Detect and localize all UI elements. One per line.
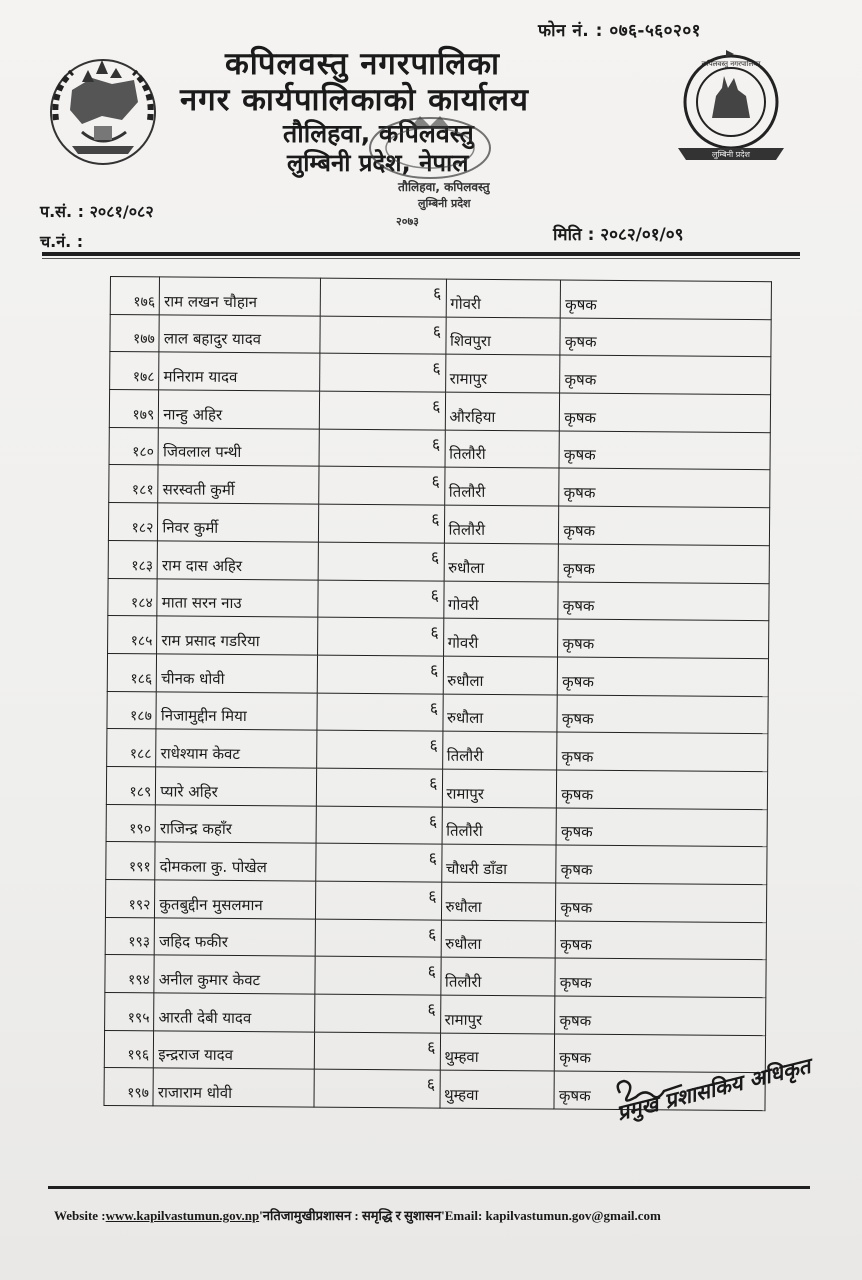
occupation-cell: कृषक bbox=[555, 996, 766, 1035]
ward-cell: ६ bbox=[316, 806, 442, 845]
dispatch-number: च.नं. : bbox=[40, 232, 84, 251]
serial-number-cell: १८५ bbox=[108, 616, 158, 654]
serial-number-cell: १७६ bbox=[110, 277, 160, 315]
stamp-text-province: लुम्बिनी प्रदेश bbox=[418, 197, 471, 210]
table-row bbox=[110, 352, 771, 395]
beneficiary-table bbox=[103, 276, 771, 1111]
occupation-cell: कृषक bbox=[555, 1034, 766, 1073]
ward-cell: ६ bbox=[316, 768, 442, 807]
serial-number-cell: १८८ bbox=[107, 729, 157, 767]
occupation-cell: कृषक bbox=[557, 732, 768, 771]
address-cell: रुधौला bbox=[444, 543, 559, 582]
occupation-cell: कृषक bbox=[554, 1071, 765, 1110]
address-cell: थुम्हवा bbox=[440, 1033, 555, 1072]
ward-cell: ६ bbox=[319, 354, 445, 393]
beneficiary-table-body bbox=[104, 277, 771, 1111]
address-cell: रुधौला bbox=[443, 656, 558, 695]
table-row bbox=[108, 503, 769, 546]
address-cell: शिवपुरा bbox=[445, 317, 560, 356]
serial-number-cell: १९४ bbox=[105, 955, 155, 993]
serial-number-cell: १९३ bbox=[105, 917, 155, 955]
serial-number-cell: १८६ bbox=[107, 653, 157, 691]
stamp-text-year: २०७३ bbox=[396, 215, 419, 228]
table-row bbox=[105, 955, 766, 998]
occupation-cell: कृषक bbox=[557, 695, 768, 734]
address-cell: रुधौला bbox=[442, 694, 557, 733]
address-cell: रामापुर bbox=[442, 769, 557, 808]
serial-number-cell: १८० bbox=[109, 427, 159, 465]
ward-cell: ६ bbox=[319, 391, 445, 430]
address-cell: रामापुर bbox=[440, 995, 555, 1034]
address-cell: थुम्हवा bbox=[439, 1071, 554, 1110]
occupation-cell: कृषक bbox=[560, 355, 771, 394]
seal-ring-text: कपिलवस्तु नगरपालिका bbox=[701, 60, 761, 68]
name-cell: जहिद फकीर bbox=[155, 918, 315, 957]
table-row bbox=[106, 804, 767, 847]
name-cell: निवर कुर्मी bbox=[158, 503, 318, 542]
name-cell: राम प्रसाद गडरिया bbox=[157, 616, 317, 655]
municipality-name: कपिलवस्तु नगरपालिका bbox=[225, 46, 501, 82]
serial-number-cell: १८३ bbox=[108, 540, 158, 578]
footer bbox=[54, 1206, 661, 1224]
table-row bbox=[110, 314, 771, 357]
ward-cell: ६ bbox=[314, 1032, 440, 1071]
name-cell: राजिन्द्र कहाँर bbox=[155, 805, 315, 844]
phone-number: फोन नं. : ०७६-५६०२०१ bbox=[538, 21, 702, 41]
footer-website-label: Website : bbox=[54, 1208, 106, 1223]
occupation-cell: कृषक bbox=[558, 544, 769, 583]
serial-number-cell: १७८ bbox=[110, 352, 160, 390]
name-cell: राधेश्याम केवट bbox=[156, 729, 316, 768]
table-row bbox=[108, 578, 769, 621]
name-cell: चीनक धोवी bbox=[157, 654, 317, 693]
ward-cell: ६ bbox=[318, 542, 444, 581]
occupation-cell: कृषक bbox=[559, 468, 770, 507]
serial-number-cell: १९० bbox=[106, 804, 156, 842]
seal-banner-text: लुम्बिनी प्रदेश bbox=[712, 150, 750, 159]
ward-cell: ६ bbox=[314, 1070, 440, 1109]
table-row bbox=[107, 729, 768, 772]
name-cell: सरस्वती कुर्मी bbox=[158, 465, 318, 504]
address-cell: रुधौला bbox=[441, 882, 556, 921]
serial-number-cell: १८९ bbox=[106, 766, 156, 804]
occupation-cell: कृषक bbox=[556, 921, 767, 960]
stamp-text-location: तौलिहवा, कपिलवस्तु bbox=[398, 180, 490, 194]
name-cell: निजामुद्दीन मिया bbox=[156, 691, 316, 730]
signatory-title: प्रमुख प्रशासकिय अधिकृत bbox=[614, 1053, 813, 1126]
address-cell: तिलौरी bbox=[442, 731, 557, 770]
address-cell: चौधरी डाँडा bbox=[441, 844, 556, 883]
ward-cell: ६ bbox=[317, 617, 443, 656]
occupation-cell: कृषक bbox=[556, 845, 767, 884]
address-cell: तिलौरी bbox=[442, 807, 557, 846]
footer-website-link[interactable]: www.kapilvastumun.gov.np bbox=[105, 1208, 260, 1223]
province-country: लुम्बिनी प्रदेश, नेपाल bbox=[287, 149, 469, 177]
table-row bbox=[106, 842, 767, 885]
serial-number-cell: १८२ bbox=[108, 503, 158, 541]
name-cell: नान्हु अहिर bbox=[159, 390, 319, 429]
address-cell: रुधौला bbox=[441, 920, 556, 959]
address-cell: गोवरी bbox=[443, 618, 558, 657]
serial-number-cell: १९५ bbox=[105, 993, 155, 1031]
header-divider bbox=[42, 252, 800, 256]
beneficiary-table-wrapper bbox=[103, 276, 771, 1111]
ward-cell: ६ bbox=[317, 655, 443, 694]
municipality-seal-logo bbox=[672, 48, 790, 168]
occupation-cell: कृषक bbox=[555, 958, 766, 997]
name-cell: राम लखन चौहान bbox=[160, 277, 320, 316]
occupation-cell: कृषक bbox=[556, 808, 767, 847]
name-cell: प्यारे अहिर bbox=[156, 767, 316, 806]
table-row bbox=[105, 917, 766, 960]
reference-number: प.सं. : २०८१/०८२ bbox=[40, 202, 154, 221]
name-cell: आरती देबी यादव bbox=[154, 993, 314, 1032]
address-cell: गोवरी bbox=[443, 581, 558, 620]
name-cell: इन्द्रराज यादव bbox=[154, 1031, 314, 1070]
serial-number-cell: १९२ bbox=[105, 879, 155, 917]
ward-cell: ६ bbox=[317, 580, 443, 619]
serial-number-cell: १८४ bbox=[108, 578, 158, 616]
name-cell: कुतबुद्दीन मुसलमान bbox=[155, 880, 315, 919]
office-location: तौलिहवा, कपिलवस्तु bbox=[283, 119, 474, 148]
header-divider-thin bbox=[42, 258, 800, 259]
table-row bbox=[105, 879, 766, 922]
table-row bbox=[108, 540, 769, 583]
footer-slogan: 'नतिजामुखीप्रशासन : समृद्धि र सुशासन' bbox=[259, 1208, 445, 1223]
occupation-cell: कृषक bbox=[558, 657, 769, 696]
table-row bbox=[108, 616, 769, 659]
occupation-cell: कृषक bbox=[561, 280, 772, 319]
address-cell: रामापुर bbox=[445, 355, 560, 394]
footer-divider bbox=[48, 1186, 810, 1189]
serial-number-cell: १९७ bbox=[104, 1068, 154, 1106]
ward-cell: ६ bbox=[317, 693, 443, 732]
table-row bbox=[109, 465, 770, 508]
ward-cell: ६ bbox=[318, 467, 444, 506]
ward-cell: ६ bbox=[314, 957, 440, 996]
ward-cell: ६ bbox=[318, 504, 444, 543]
occupation-cell: कृषक bbox=[558, 582, 769, 621]
serial-number-cell: १९१ bbox=[106, 842, 156, 880]
address-cell: तिलौरी bbox=[444, 468, 559, 507]
table-row bbox=[110, 277, 771, 320]
address-cell: औरहिया bbox=[445, 392, 560, 431]
occupation-cell: कृषक bbox=[559, 506, 770, 545]
ward-cell: ६ bbox=[315, 881, 441, 920]
table-row bbox=[106, 766, 767, 809]
address-cell: तिलौरी bbox=[444, 505, 559, 544]
occupation-cell: कृषक bbox=[560, 393, 771, 432]
table-row bbox=[109, 390, 770, 433]
nepal-emblem-logo bbox=[42, 50, 164, 172]
occupation-cell: कृषक bbox=[559, 431, 770, 470]
ward-cell: ६ bbox=[319, 316, 445, 355]
table-row bbox=[105, 993, 766, 1036]
address-cell: तिलौरी bbox=[445, 430, 560, 469]
table-row bbox=[107, 691, 768, 734]
occupation-cell: कृषक bbox=[557, 770, 768, 809]
ward-cell: ६ bbox=[315, 919, 441, 958]
serial-number-cell: १७७ bbox=[110, 314, 160, 352]
name-cell: मनिराम यादव bbox=[159, 352, 319, 391]
table-row bbox=[107, 653, 768, 696]
name-cell: लाल बहादुर यादव bbox=[159, 315, 319, 354]
name-cell: राम दास अहिर bbox=[157, 541, 317, 580]
occupation-cell: कृषक bbox=[560, 318, 771, 357]
address-cell: तिलौरी bbox=[440, 957, 555, 996]
address-cell: गोवरी bbox=[446, 279, 561, 318]
footer-email[interactable]: Email: kapilvastumun.gov@gmail.com bbox=[444, 1208, 661, 1223]
occupation-cell: कृषक bbox=[558, 619, 769, 658]
name-cell: माता सरन नाउ bbox=[157, 578, 317, 617]
office-name: नगर कार्यपालिकाको कार्यालय bbox=[180, 82, 529, 118]
table-row bbox=[109, 427, 770, 470]
ward-cell: ६ bbox=[314, 994, 440, 1033]
occupation-cell: कृषक bbox=[556, 883, 767, 922]
table-row bbox=[104, 1030, 765, 1073]
serial-number-cell: १९६ bbox=[104, 1030, 154, 1068]
name-cell: जिवलाल पन्थी bbox=[158, 428, 318, 467]
ward-cell: ६ bbox=[319, 429, 445, 468]
serial-number-cell: १८७ bbox=[107, 691, 157, 729]
ward-cell: ६ bbox=[315, 843, 441, 882]
serial-number-cell: १८१ bbox=[109, 465, 159, 503]
name-cell: राजाराम धोवी bbox=[153, 1068, 313, 1107]
name-cell: दोमकला कु. पोखेल bbox=[155, 842, 315, 881]
serial-number-cell: १७९ bbox=[109, 390, 159, 428]
name-cell: अनील कुमार केवट bbox=[154, 955, 314, 994]
letter-date: मिति : २०८२/०१/०९ bbox=[553, 225, 684, 245]
ward-cell: ६ bbox=[320, 278, 446, 317]
ward-cell: ६ bbox=[316, 730, 442, 769]
